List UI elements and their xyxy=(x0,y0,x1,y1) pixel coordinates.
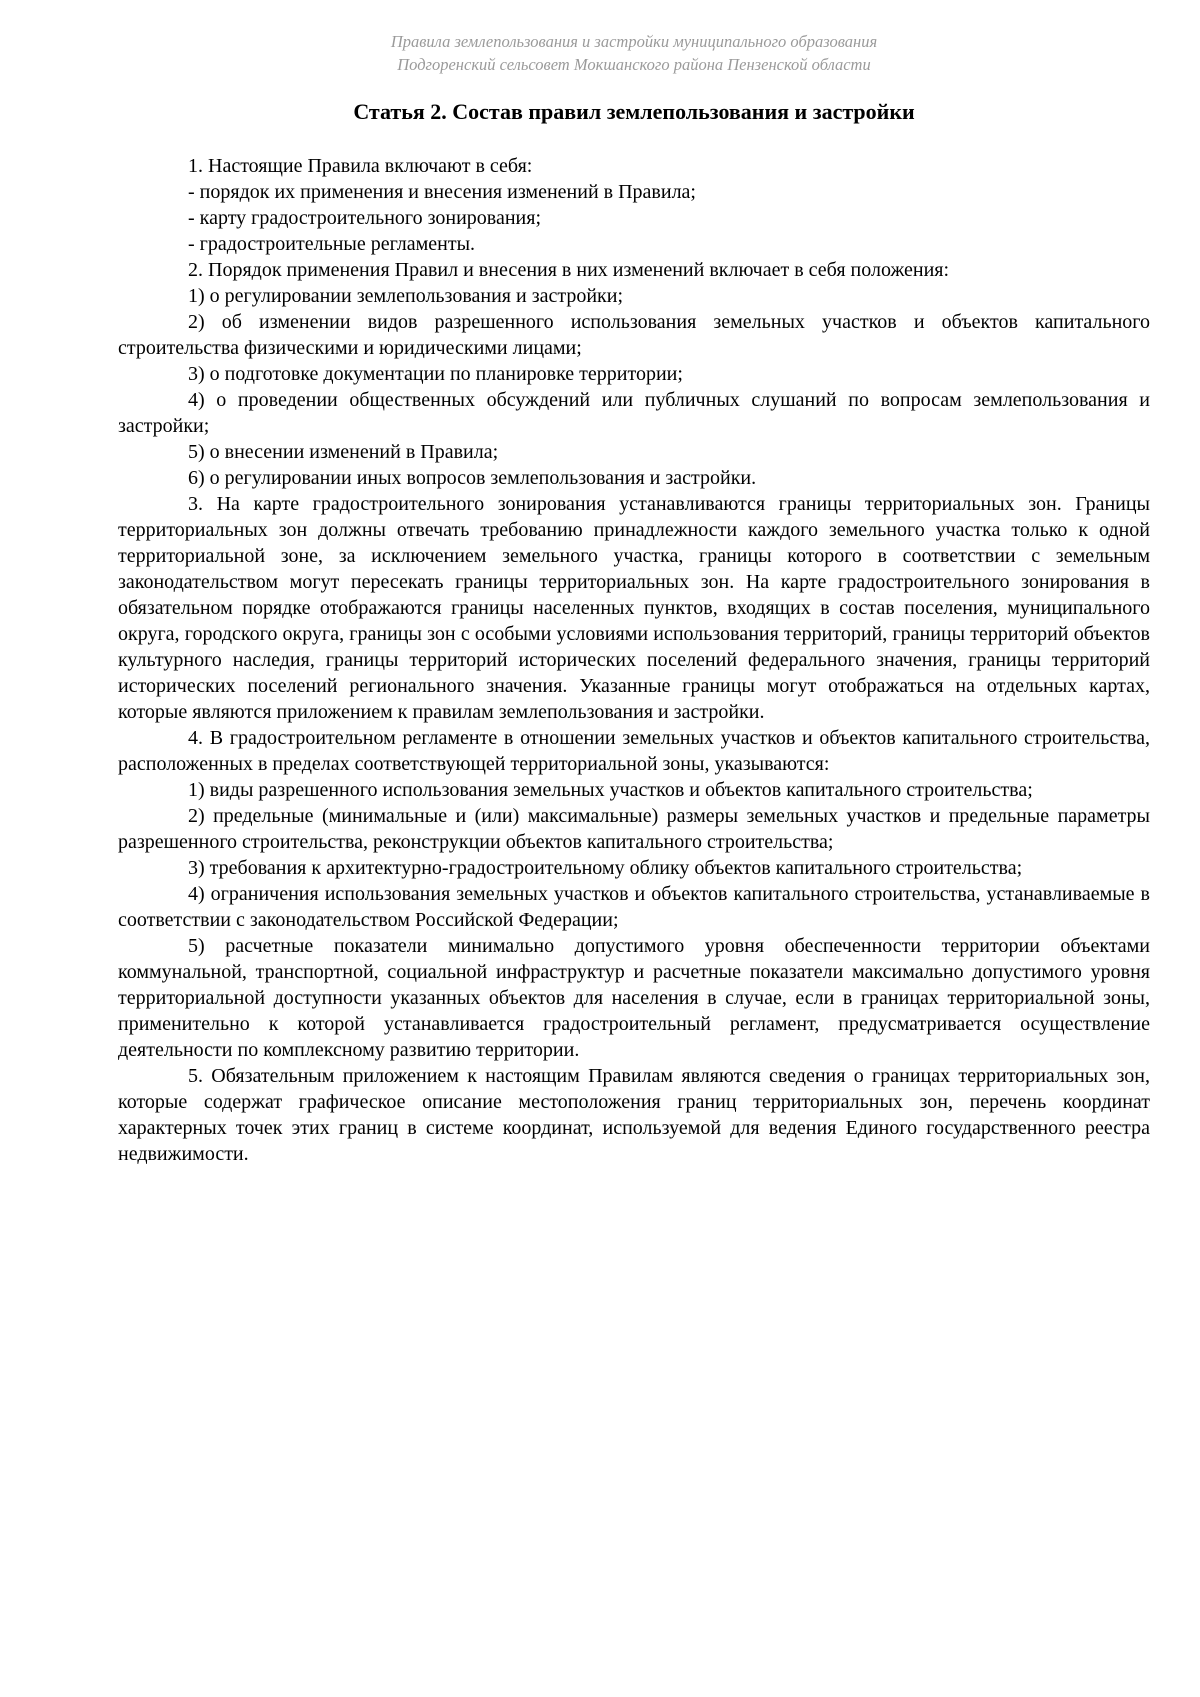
paragraph: 2) предельные (минимальные и (или) максимальные) размеры земельных участков и предельные параметры разрешенного строительства, реконструкции объектов капитального строительства; xyxy=(118,805,1150,853)
paragraph: 4) ограничения использования земельных участков и объектов капитального строительства, устанавливаемые в соответствии с законодательством Российской Федерации; xyxy=(118,883,1150,931)
paragraph: 3. На карте градостроительного зонирования устанавливаются границы территориальных зон. Границы территориальных зон должны отвечать требованию принадлежности каждого земельного участка только к одной территориальной зоне, за исключением земельного участка, границы которого в соответствии с земельным законодательством могут пересекать границы территориальных зон. На карте градостроительного зонирования в обязательном порядке отображаются границы населенных пунктов, входящих в состав поселения, муниципального округа, городского округа, границы зон с особыми условиями использования территорий, границы территорий объектов культурного наследия, границы территорий исторических поселений федерального значения, границы территорий исторических поселений регионального значения. Указанные границы могут отображаться на отдельных картах, которые являются приложением к правилам землепользования и застройки. xyxy=(118,493,1150,723)
paragraph: 5) расчетные показатели минимально допустимого уровня обеспеченности территории объектами коммунальной, транспортной, социальной инфраструктур и расчетные показатели максимально допустимого уровня территориальной доступности указанных объектов для населения в случае, если в границах территориальной зоны, применительно к которой устанавливается градостроительный регламент, предусматривается осуществление деятельности по комплексному развитию территории. xyxy=(118,935,1150,1061)
paragraph: 5) о внесении изменений в Правила; xyxy=(188,441,499,463)
paragraph: 5. Обязательным приложением к настоящим Правилам являются сведения о границах территориальных зон, которые содержат графическое описание местоположения границ территориальных зон, перечень координат характерных точек этих границ в системе координат, используемой для ведения Единого государственного реестра недвижимости. xyxy=(118,1065,1150,1165)
paragraph: 4) о проведении общественных обсуждений или публичных слушаний по вопросам землепользования и застройки; xyxy=(118,389,1150,437)
paragraph: 3) требования к архитектурно-градостроительному облику объектов капитального строительства; xyxy=(188,857,1023,879)
paragraph: 2) об изменении видов разрешенного использования земельных участков и объектов капитального строительства физическими и юридическими лицами; xyxy=(118,311,1150,359)
running-header xyxy=(118,30,1150,76)
article-body xyxy=(118,153,1150,1167)
paragraph: 6) о регулировании иных вопросов землепользования и застройки. xyxy=(188,467,757,489)
running-header-line-1: Правила землепользования и застройки муниципального образования xyxy=(390,32,878,51)
document-page xyxy=(118,30,1150,1167)
paragraph: 1. Настоящие Правила включают в себя: xyxy=(188,155,533,177)
paragraph: - карту градостроительного зонирования; xyxy=(188,207,542,229)
paragraph: - градостроительные регламенты. xyxy=(188,233,476,255)
paragraph: - порядок их применения и внесения изменений в Правила; xyxy=(188,181,696,203)
paragraph: 1) виды разрешенного использования земельных участков и объектов капитального строительства; xyxy=(188,779,1033,801)
running-header-line-2: Подгоренский сельсовет Мокшанского района Пензенской области xyxy=(397,55,871,74)
paragraph: 3) о подготовке документации по планировке территории; xyxy=(188,363,683,385)
article-title: Статья 2. Состав правил землепользования и застройки xyxy=(353,99,915,124)
paragraph: 4. В градостроительном регламенте в отношении земельных участков и объектов капитального строительства, расположенных в пределах соответствующей территориальной зоны, указываются: xyxy=(118,727,1150,775)
paragraph: 1) о регулировании землепользования и застройки; xyxy=(188,285,624,307)
paragraph: 2. Порядок применения Правил и внесения в них изменений включает в себя положения: xyxy=(188,259,950,281)
